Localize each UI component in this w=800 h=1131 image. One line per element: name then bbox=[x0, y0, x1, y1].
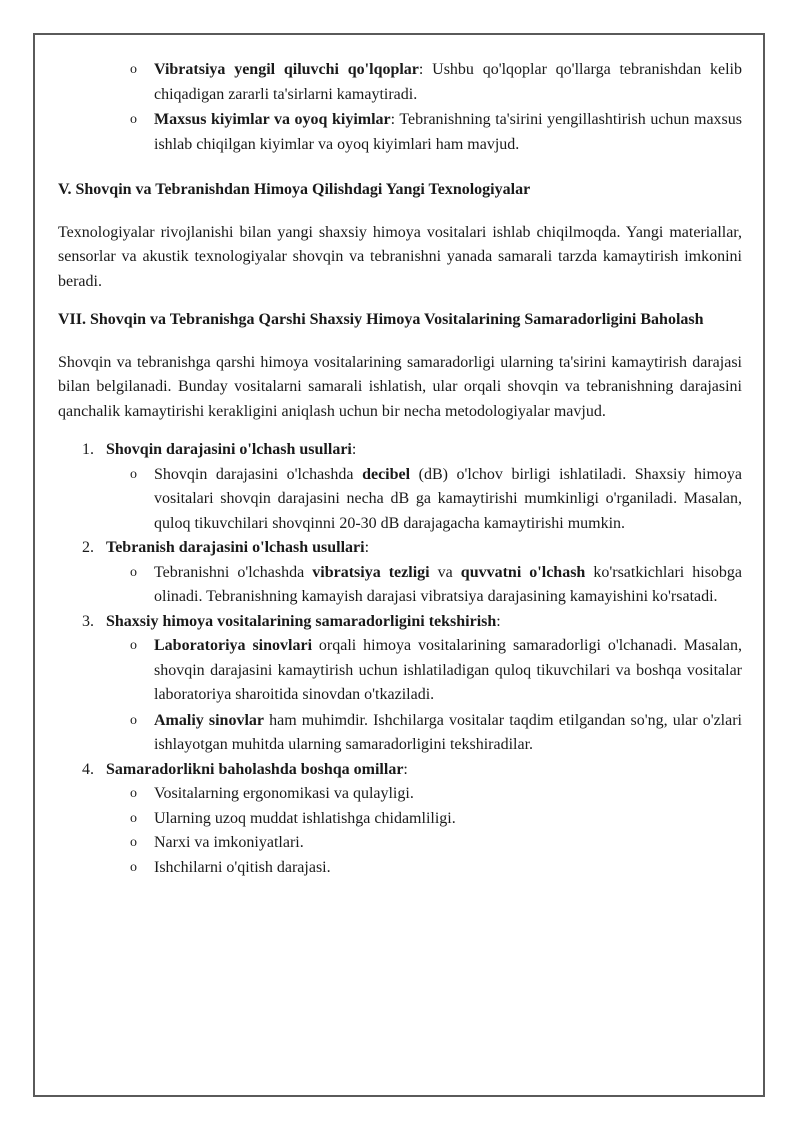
bullet-bold-text: Vibratsiya yengil qiluvchi qo'lqoplar bbox=[154, 61, 419, 78]
bullet-marker: o bbox=[130, 786, 137, 801]
bullet-bold-text: Amaliy sinovlar bbox=[154, 711, 264, 729]
item-colon: : bbox=[403, 760, 408, 778]
bullet-marker: o bbox=[130, 62, 137, 77]
bullet-bold-text: quvvatni o'lchash bbox=[460, 563, 586, 581]
section-paragraph: Texnologiyalar rivojlanishi bilan yangi shaxsiy himoya vositalari ishlab chiqilmoqda. Yangi materiallar, sensorlar va akustik texnologiyalar shovqin va tebranishni yanada samarali tarzda kamaytirish imkonini beradi. bbox=[58, 223, 742, 290]
bullet-marker: o bbox=[130, 564, 137, 580]
bullet-bold-text: Laboratoriya sinovlari bbox=[154, 637, 313, 654]
list-item bbox=[58, 108, 742, 157]
section-heading: VII. Shovqin va Tebranishga Qarshi Shaxsiy Himoya Vositalarining Samaradorligini Baholash bbox=[58, 311, 704, 328]
bullet-bold-text: Maxsus kiyimlar va oyoq kiyimlar bbox=[154, 111, 391, 128]
bullet-text: Vositalarning ergonomikasi va qulayligi. bbox=[154, 785, 414, 802]
bullet-marker: o bbox=[130, 835, 137, 850]
numbered-item bbox=[58, 438, 742, 463]
item-colon: : bbox=[351, 441, 357, 458]
bullet-marker: o bbox=[130, 712, 137, 728]
numbered-item bbox=[58, 610, 742, 635]
bullet-text: : Tebranishning ta'sirini yengillashtirish uchun maxsus ishlab chiqilgan kiyimlar va oyoq kiyimlari ham mavjud. bbox=[154, 111, 742, 153]
item-number: 4. bbox=[82, 760, 94, 778]
list-item bbox=[58, 58, 742, 107]
bullet-text: (dB) o'lchov birligi ishlatiladi. Shaxsiy himoya vositalari shovqin darajasini necha dB ga kamaytirishi mumkinligi o'rganiladi. Masalan, quloq tikuvchilari shovqinni 20-30 dB darajagacha kamaytirishi mumkin. bbox=[154, 465, 742, 532]
document-body bbox=[58, 58, 742, 880]
bullet-text: Shovqin darajasini o'lchashda bbox=[154, 465, 363, 483]
item-colon: : bbox=[496, 612, 501, 630]
bullet-marker: o bbox=[130, 859, 137, 875]
item-colon: : bbox=[364, 539, 370, 556]
item-title: Shovqin darajasini o'lchash usullari bbox=[106, 441, 352, 458]
item-title: Samaradorlikni baholashda boshqa omillar bbox=[106, 760, 404, 778]
list-item bbox=[58, 709, 742, 758]
bullet-bold-text: decibel bbox=[362, 465, 411, 483]
bullet-marker: o bbox=[130, 466, 137, 482]
list-item bbox=[58, 634, 742, 708]
bullet-text: Narxi va imkoniyatlari. bbox=[154, 834, 304, 851]
item-title: Tebranish darajasini o'lchash usullari bbox=[106, 539, 365, 556]
numbered-item bbox=[58, 536, 742, 561]
list-item bbox=[58, 463, 742, 537]
bullet-marker: o bbox=[130, 638, 137, 653]
numbered-item bbox=[58, 758, 742, 783]
list-item bbox=[58, 856, 742, 881]
list-item bbox=[58, 831, 742, 856]
bullet-text: : Ushbu qo'lqoplar qo'llarga tebranishdan kelib chiqadigan zararli ta'sirlarni kamaytiradi. bbox=[154, 61, 742, 103]
section-heading: V. Shovqin va Tebranishdan Himoya Qilishdagi Yangi Texnologiyalar bbox=[58, 181, 531, 198]
item-number: 3. bbox=[82, 612, 94, 630]
item-number: 2. bbox=[82, 539, 94, 556]
bullet-marker: o bbox=[130, 112, 137, 127]
item-title: Shaxsiy himoya vositalarining samaradorligini tekshirish bbox=[106, 612, 497, 630]
list-item bbox=[58, 807, 742, 832]
bullet-text: Ularning uzoq muddat ishlatishga chidamliligi. bbox=[154, 809, 456, 827]
bullet-text: Ishchilarni o'qitish darajasi. bbox=[154, 858, 331, 876]
list-item bbox=[58, 561, 742, 610]
bullet-text: ham muhimdir. Ishchilarga vositalar taqdim etilgandan so'ng, ular o'zlari ishlayotgan muhitda ularning samaradorligini tekshiradilar. bbox=[154, 711, 742, 753]
bullet-text: orqali himoya vositalarining samaradorligi o'lchanadi. Masalan, shovqin darajasini kamaytirish uchun ishlatiladigan quloq tikuvchilari va boshqa vositalar laboratoriya sharoitida sinovdan o'tkaziladi. bbox=[154, 637, 742, 703]
item-number: 1. bbox=[82, 441, 94, 458]
bullet-text: va bbox=[429, 563, 461, 581]
bullet-marker: o bbox=[130, 810, 137, 826]
list-item bbox=[58, 782, 742, 807]
section-paragraph: Shovqin va tebranishga qarshi himoya vositalarining samaradorligi ularning ta'sirini kamaytirish darajasi bilan belgilanadi. Bunday vositalarni samarali ishlatish, ular orqali shovqin va tebranishning darajasini qanchalik kamaytirishi kerakligini aniqlash uchun bir necha metodologiyalar mavjud. bbox=[58, 353, 742, 420]
bullet-text: Tebranishni o'lchashda bbox=[154, 563, 313, 581]
bullet-text: ko'rsatkichlari hisobga olinadi. Tebranishning kamayish darajasi vibratsiya darajasining kamayishini ko'rsatadi. bbox=[154, 563, 743, 605]
bullet-bold-text: vibratsiya tezligi bbox=[312, 563, 430, 581]
